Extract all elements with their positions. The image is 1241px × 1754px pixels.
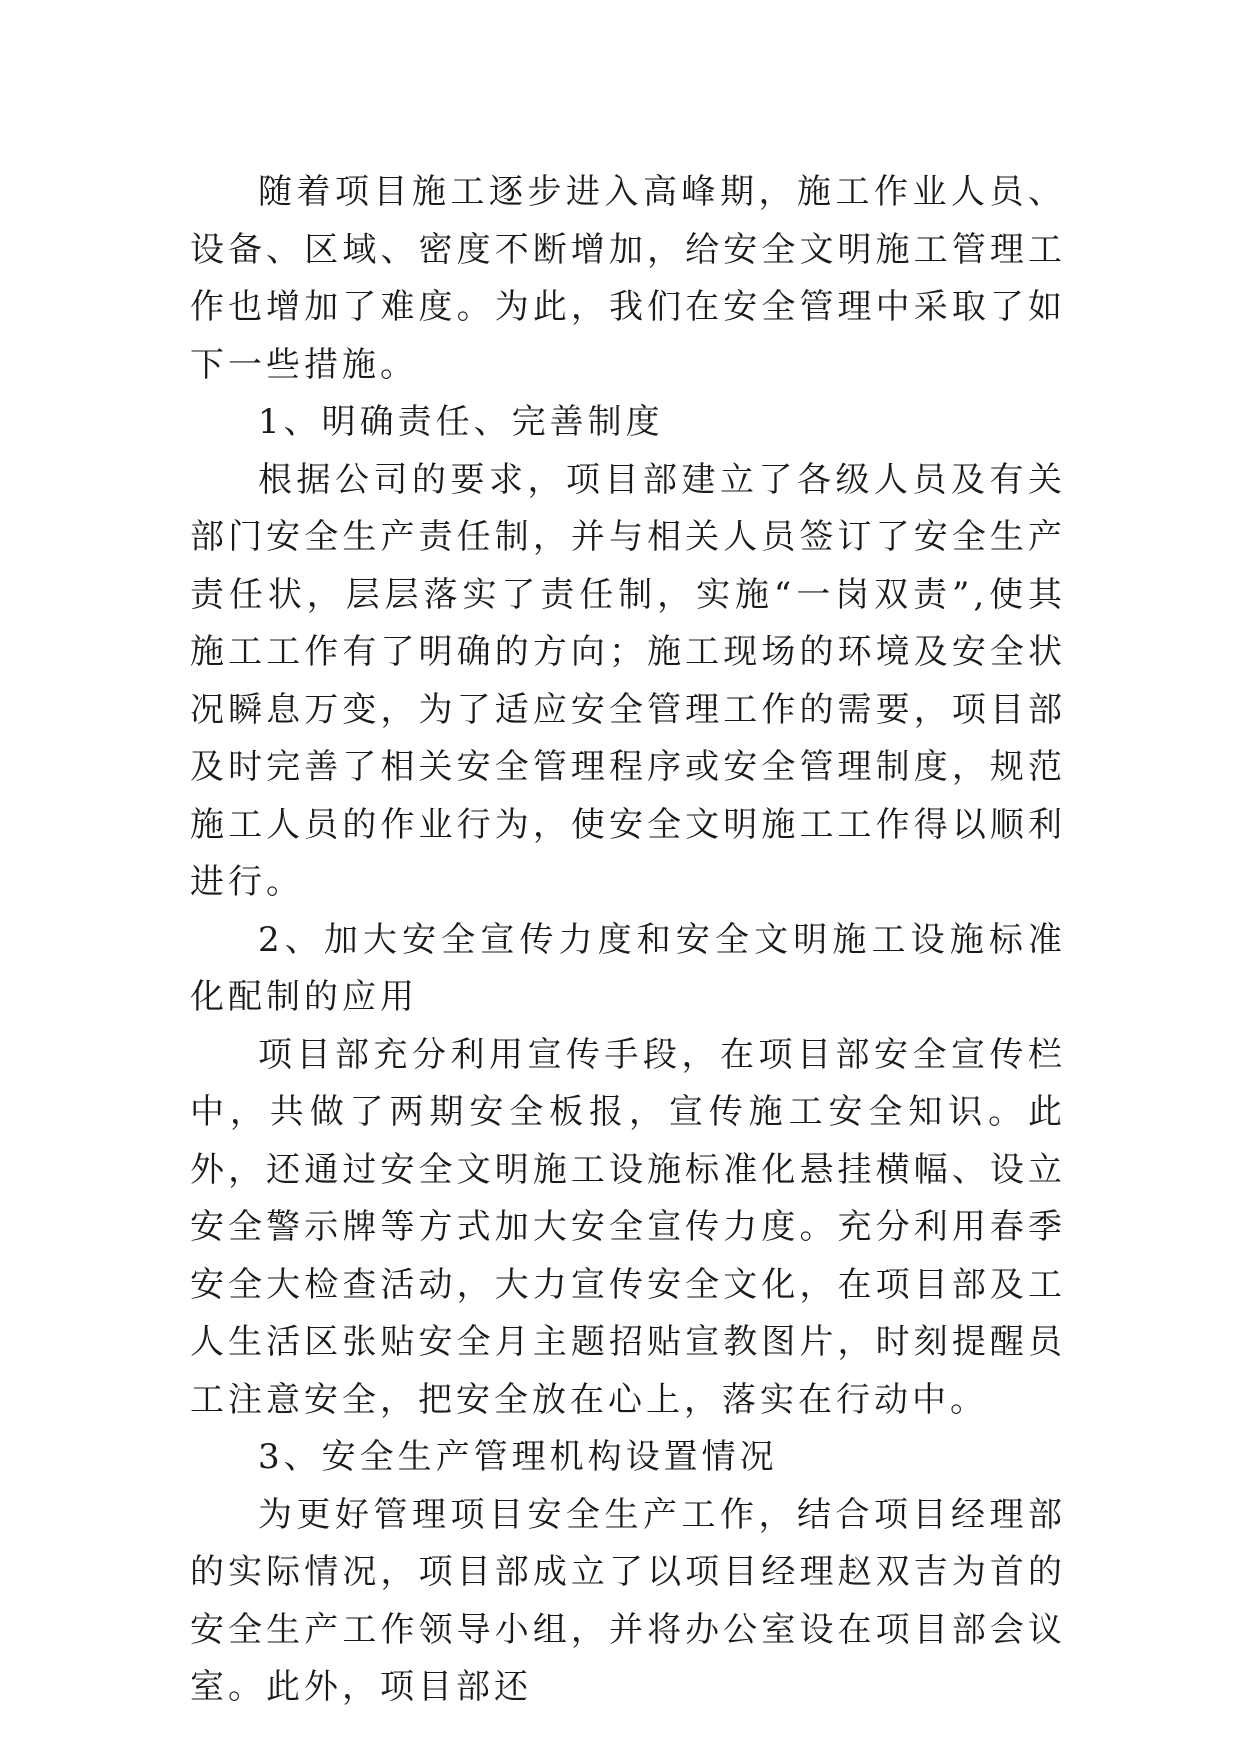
paragraph-intro: 随着项目施工逐步进入高峰期，施工作业人员、设备、区域、密度不断增加，给安全文明施工管理工作也增加了难度。为此，我们在安全管理中采取了如下一些措施。 [190,172,1066,385]
document-body [190,164,1066,1717]
heading-responsibility: 1、明确责任、完善制度 [258,402,664,442]
paragraph-organization: 为更好管理项目安全生产工作，结合项目经理部的实际情况，项目部成立了以项目经理赵双吉为首的安全生产工作领导小组，并将办公室设在项目部会议室。此外，项目部还 [190,1494,1066,1707]
heading-organization: 3、安全生产管理机构设置情况 [258,1437,778,1477]
paragraph-publicity: 项目部充分利用宣传手段，在项目部安全宣传栏中，共做了两期安全板报，宣传施工安全知识。此外，还通过安全文明施工设施标准化悬挂横幅、设立安全警示牌等方式加大安全宣传力度。充分利用春季安全大检查活动，大力宣传安全文化，在项目部及工人生活区张贴安全月主题招贴宣教图片，时刻提醒员工注意安全，把安全放在心上，落实在行动中。 [190,1034,1066,1420]
heading-publicity: 2、加大安全宣传力度和安全文明施工设施标准化配制的应用 [190,919,1066,1017]
paragraph-responsibility: 根据公司的要求，项目部建立了各级人员及有关部门安全生产责任制，并与相关人员签订了安全生产责任状，层层落实了责任制，实施“一岗双责”,使其施工工作有了明确的方向；施工现场的环境及安全状况瞬息万变，为了适应安全管理工作的需要，项目部及时完善了相关安全管理程序或安全管理制度，规范施工人员的作业行为，使安全文明施工工作得以顺利进行。 [190,459,1066,902]
